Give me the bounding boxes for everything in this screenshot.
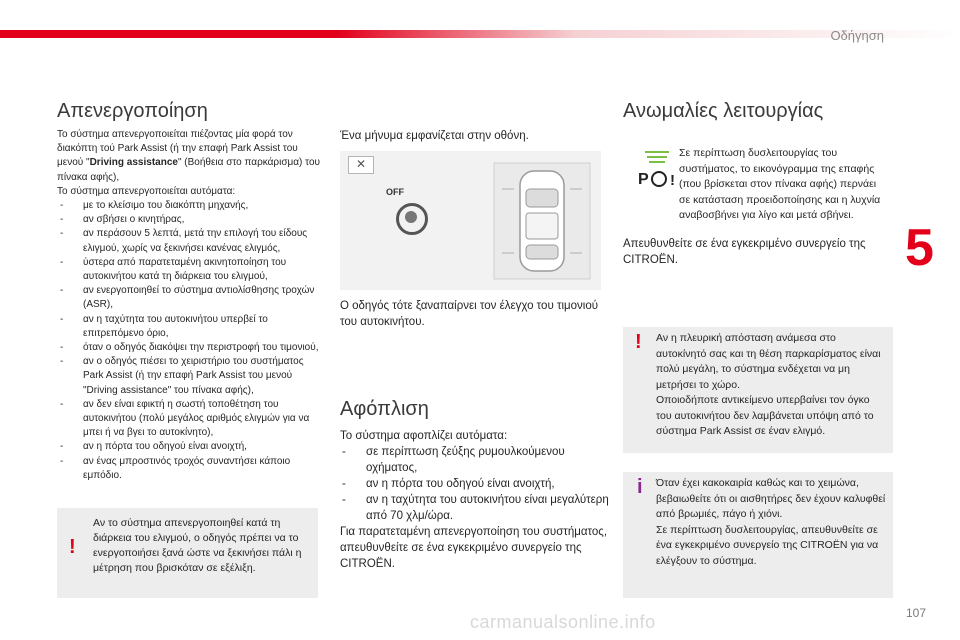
info-text xyxy=(656,476,886,569)
list-item: - αν η πόρτα του οδηγού είναι ανοιχτή, xyxy=(57,440,321,454)
display-screen-illustration xyxy=(340,151,601,290)
car-top-view-icon xyxy=(490,159,594,283)
warning-icon: ! xyxy=(635,331,642,353)
info-paragraph: Σε περίπτωση δυσλειτουργίας, απευθυνθείτε σε ένα εγκεκριμένο συνεργείο της CITROËN για να ελέγξουν το σύστημα. xyxy=(656,523,879,567)
list-item: - αν η ταχύτητα του αυτοκινήτου υπερβεί το επιτρεπόμενο όριο, xyxy=(57,313,321,341)
deactivation-warning-box xyxy=(57,508,318,598)
list-item: - όταν ο οδηγός διακόψει την περιστροφή του τιμονιού, xyxy=(57,341,321,355)
deactivation-intro xyxy=(57,128,321,185)
list-item: - αν ο οδηγός πιέσει το χειριστήριο του συστήματος Park Assist (ή την επαφή Park Assist του μενού "Driving assistance" του πίνακα αφής), xyxy=(57,355,321,398)
top-accent-bar xyxy=(0,30,960,38)
deactivation-warning-text: Αν το σύστημα απενεργοποιηθεί κατά τη διάρκεια του ελιγμού, ο οδηγός πρέπει να το ενεργοποιήσει ξανά ώστε να ξεκινήσει πάλι η μέτρηση που βρισκόταν σε εξέλιξη. xyxy=(93,517,302,574)
disarm-body xyxy=(340,428,610,572)
disarm-heading: Αφόπλιση xyxy=(340,398,429,420)
deactivation-heading: Απενεργοποίηση xyxy=(57,100,208,122)
display-caption: Ένα μήνυμα εμφανίζεται στην οθόνη. xyxy=(340,130,529,142)
list-item: - αν σβήσει ο κινητήρας, xyxy=(57,213,321,227)
page-number: 107 xyxy=(906,606,927,620)
deactivation-list xyxy=(57,199,321,483)
list-item: - σε περίπτωση ζεύξης ρυμουλκούμενου οχήματος, xyxy=(340,444,610,476)
park-assist-fault-icon xyxy=(635,146,679,192)
malfunction-warning-text xyxy=(656,331,886,440)
list-item: - ύστερα από παρατεταμένη ακινητοποίηση του αυτοκινήτου κατά τη διάρκεια του ελιγμού, xyxy=(57,256,321,284)
warning-icon: ! xyxy=(69,536,76,558)
list-item: - αν ενεργοποιηθεί το σύστημα αντιολίσθησης τροχών (ASR), xyxy=(57,284,321,312)
malfunction-warning-box xyxy=(623,327,893,453)
section-title: Οδήγηση xyxy=(830,28,884,43)
chapter-number: 5 xyxy=(905,219,934,277)
fault-indicator-block xyxy=(623,142,893,228)
list-item: - αν η ταχύτητα του αυτοκινήτου είναι μεγαλύτερη από 70 χλμ/ώρα. xyxy=(340,492,610,524)
malfunction-heading: Ανωμαλίες λειτουργίας xyxy=(623,100,824,122)
watermark: carmanualsonline.info xyxy=(470,612,656,632)
warning-paragraph: Αν η πλευρική απόσταση ανάμεσα στο αυτοκίνητό σας και τη θέση παρκαρίσματος είναι πολύ μεγάλη, το σύστημα ενδέχεται να μη μετρήσει το χώρο. xyxy=(656,332,881,391)
driver-control-caption: Ο οδηγός τότε ξαναπαίρνει τον έλεγχο του τιμονιού του αυτοκινήτου. xyxy=(340,300,599,328)
icon-mark: ! xyxy=(670,172,675,189)
list-item: - με το κλείσιμο του διακόπτη μηχανής, xyxy=(57,199,321,213)
intro-text-2: " (Βοήθεια στο παρκάρισμα) του πίνακα αφής), xyxy=(57,157,320,183)
info-paragraph: Όταν έχει κακοκαιρία καθώς και το χειμώνα, βεβαιωθείτε ότι οι αισθητήρες δεν έχουν καλυφθεί από βρωμιές, πάγο ή χιόνι. xyxy=(656,477,886,520)
list-item: - αν η πόρτα του οδηγού είναι ανοιχτή, xyxy=(340,476,610,492)
list-item: - αν δεν είναι εφικτή η σωστή τοποθέτηση του αυτοκινήτου (πολύ μεγάλος αριθμός ελιγμών για να μπει ή να βγει το αυτοκίνητο), xyxy=(57,398,321,441)
intro-bold: Driving assistance xyxy=(89,157,178,169)
close-icon: ✕ xyxy=(348,156,374,174)
info-icon: i xyxy=(637,476,643,498)
contact-dealer-text: Απευθυνθείτε σε ένα εγκεκριμένο συνεργείο της CITROËN. xyxy=(623,238,866,266)
icon-letter: P xyxy=(638,171,649,188)
list-item: - αν ένας μπροστινός τροχός συναντήσει κάποιο εμπόδιο. xyxy=(57,455,321,483)
disarm-list xyxy=(340,444,610,524)
disarm-intro: Το σύστημα αφοπλίζει αυτόματα: xyxy=(340,430,508,442)
disarm-outro: Για παρατεταμένη απενεργοποίηση του συστήματος, απευθυνθείτε σε ένα εγκεκριμένο συνεργείο της CITROËN. xyxy=(340,526,608,570)
warning-paragraph: Οποιοδήποτε αντικείμενο υπερβαίνει τον όγκο του αυτοκινήτου δεν λαμβάνεται υπόψη από το σύστημα Park Assist σε έναν ελιγμό. xyxy=(656,394,874,437)
deactivation-auto-intro: Το σύστημα απενεργοποιείται αυτόματα: xyxy=(57,185,236,197)
off-label: OFF xyxy=(386,187,404,197)
fault-text: Σε περίπτωση δυσλειτουργίας του συστήματος, το εικονόγραμμα της επαφής (που βρίσκεται στον πίνακα αφής) περνάει σε κατάσταση προειδοποίησης και η λυχνία αναβοσβήνει για λίγο και μετά σβήνει. xyxy=(679,147,881,221)
info-box xyxy=(623,472,893,598)
park-assist-dot-icon xyxy=(405,211,417,223)
deactivation-body xyxy=(57,128,321,483)
intro-text-1: Το σύστημα απενεργοποιείται πιέζοντας μία φορά τον διακόπτη τού Park Assist (ή την επαφή Park Assist του μενού " xyxy=(57,129,298,169)
list-item: - αν περάσουν 5 λεπτά, μετά την επιλογή του είδους ελιγμού, χωρίς να ξεκινήσει κανένας ελιγμός, xyxy=(57,227,321,255)
